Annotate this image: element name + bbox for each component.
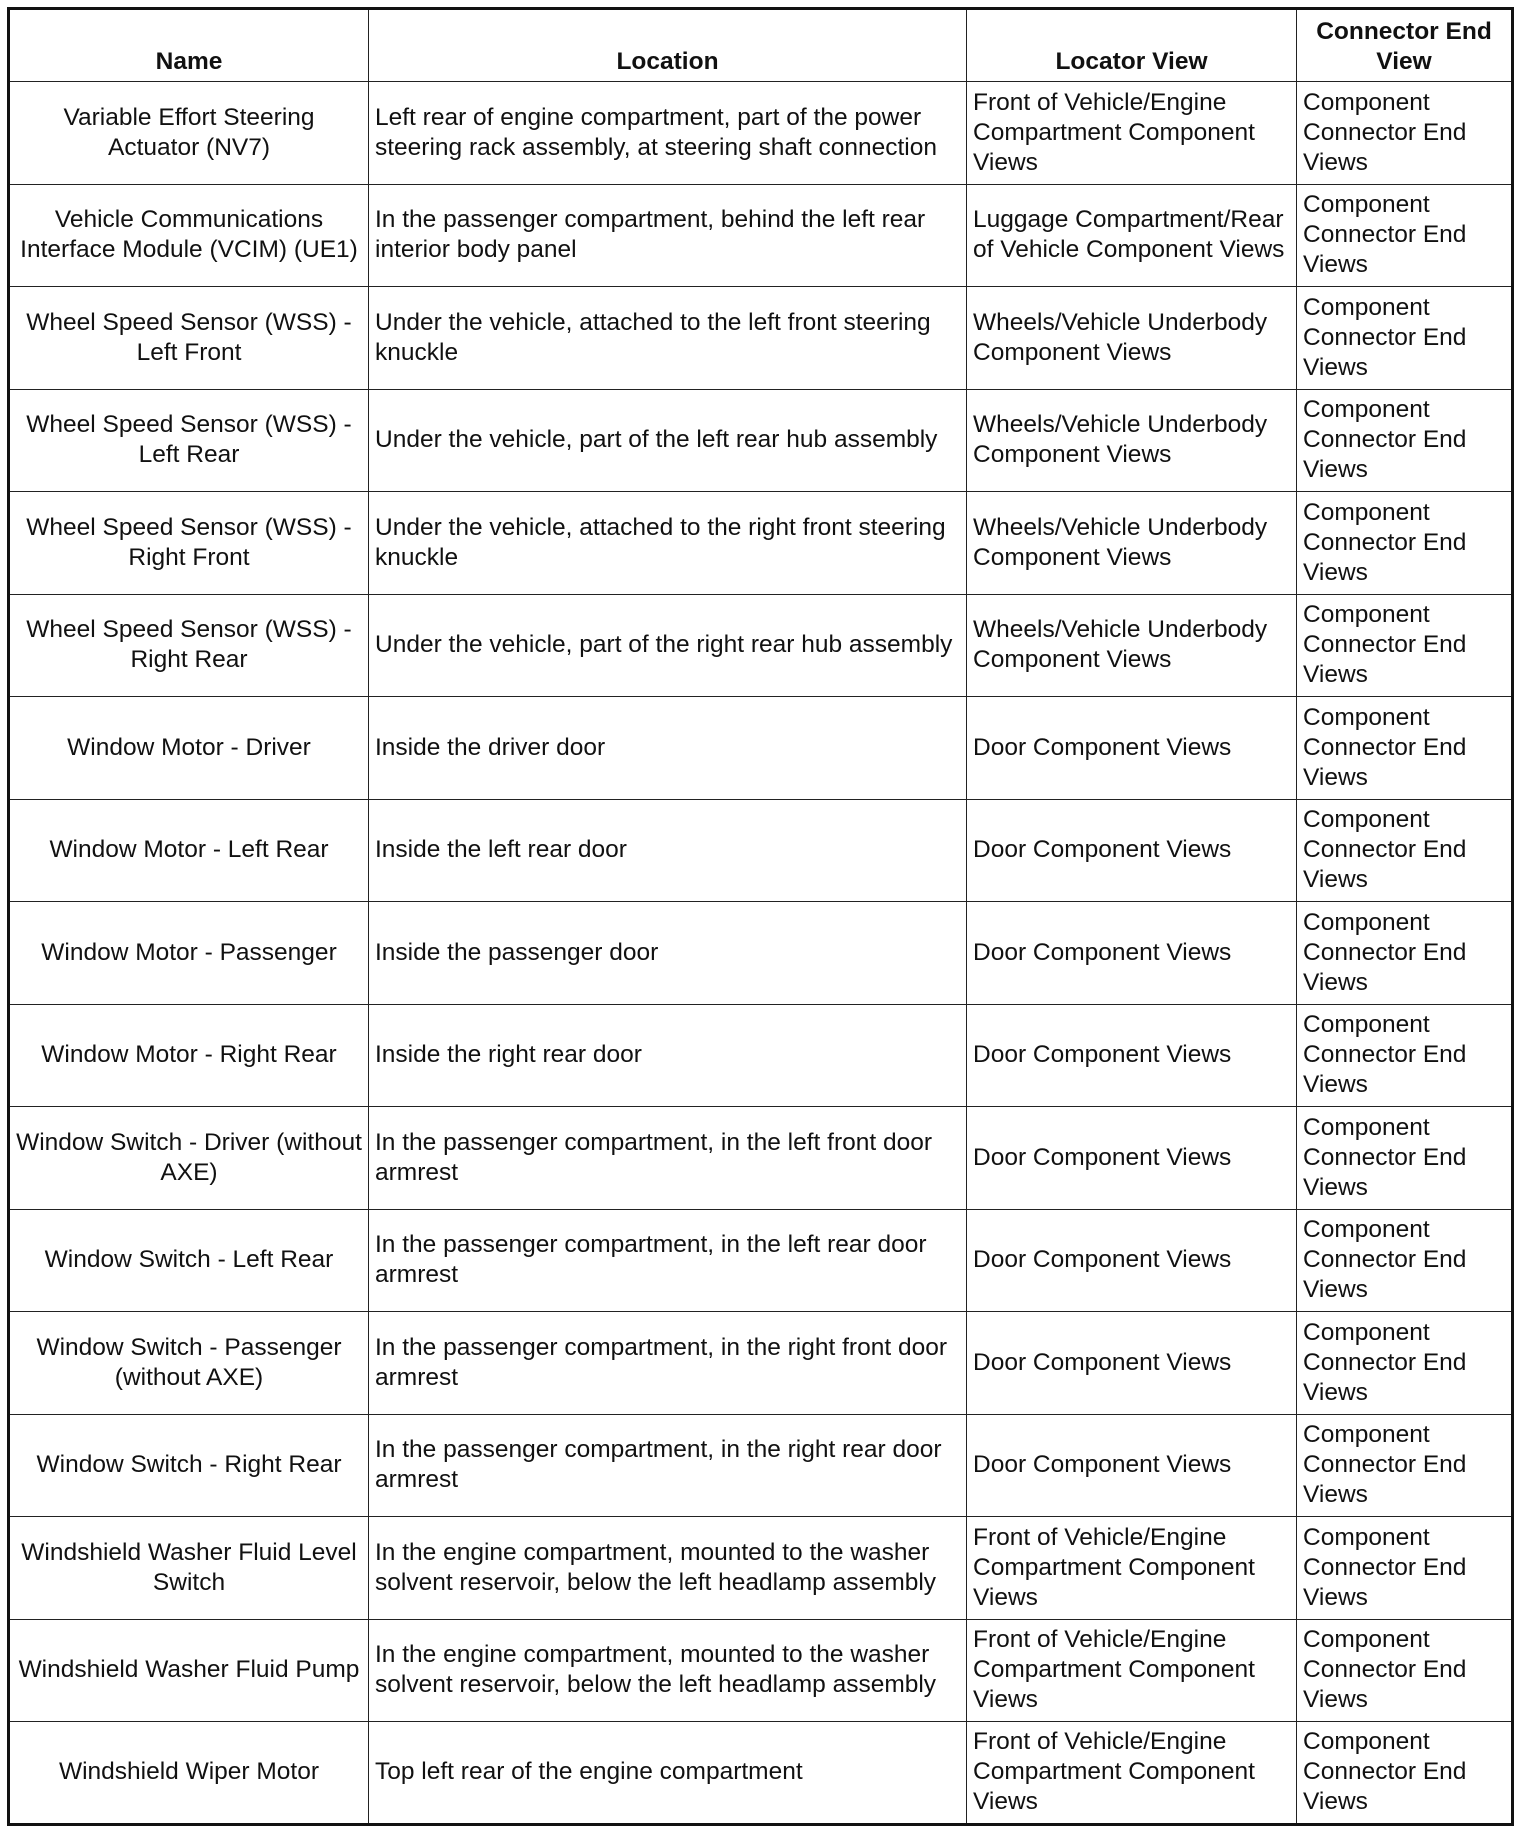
cell-connector-end-view: Component Connector End Views [1297,389,1513,492]
table-row [9,1312,1513,1415]
cell-connector-end-view: Component Connector End Views [1297,287,1513,390]
cell-locator-view: Door Component Views [967,1209,1297,1312]
header-locator-view: Locator View [967,9,1297,82]
header-row [9,9,1513,82]
cell-name: Window Switch - Right Rear [9,1414,369,1517]
cell-location: Under the vehicle, attached to the right front steering knuckle [369,492,967,595]
cell-name: Window Switch - Left Rear [9,1209,369,1312]
cell-locator-view: Front of Vehicle/Engine Compartment Component Views [967,1517,1297,1620]
cell-location: In the passenger compartment, behind the left rear interior body panel [369,184,967,287]
cell-location: Inside the left rear door [369,799,967,902]
cell-location: Under the vehicle, part of the left rear hub assembly [369,389,967,492]
cell-name: Window Motor - Passenger [9,902,369,1005]
cell-name: Windshield Washer Fluid Level Switch [9,1517,369,1620]
cell-locator-view: Door Component Views [967,1107,1297,1210]
cell-location: Inside the driver door [369,697,967,800]
cell-connector-end-view: Component Connector End Views [1297,1414,1513,1517]
cell-locator-view: Door Component Views [967,697,1297,800]
cell-locator-view: Front of Vehicle/Engine Compartment Component Views [967,1722,1297,1825]
cell-location: Under the vehicle, part of the right rear hub assembly [369,594,967,697]
table-row [9,184,1513,287]
cell-locator-view: Wheels/Vehicle Underbody Component Views [967,389,1297,492]
cell-connector-end-view: Component Connector End Views [1297,594,1513,697]
cell-connector-end-view: Component Connector End Views [1297,1312,1513,1415]
cell-location: In the passenger compartment, in the left rear door armrest [369,1209,967,1312]
cell-locator-view: Wheels/Vehicle Underbody Component Views [967,492,1297,595]
cell-connector-end-view: Component Connector End Views [1297,82,1513,185]
cell-name: Window Switch - Driver (without AXE) [9,1107,369,1210]
table-row [9,1209,1513,1312]
header-location: Location [369,9,967,82]
cell-connector-end-view: Component Connector End Views [1297,184,1513,287]
header-connector-end-view: Connector End View [1297,9,1513,82]
cell-name: Windshield Wiper Motor [9,1722,369,1825]
cell-location: In the engine compartment, mounted to the washer solvent reservoir, below the left headlamp assembly [369,1619,967,1722]
cell-name: Window Switch - Passenger (without AXE) [9,1312,369,1415]
cell-name: Window Motor - Left Rear [9,799,369,902]
cell-location: In the engine compartment, mounted to the washer solvent reservoir, below the left headlamp assembly [369,1517,967,1620]
cell-connector-end-view: Component Connector End Views [1297,902,1513,1005]
cell-locator-view: Door Component Views [967,902,1297,1005]
header-name: Name [9,9,369,82]
cell-location: Inside the right rear door [369,1004,967,1107]
cell-connector-end-view: Component Connector End Views [1297,1619,1513,1722]
cell-locator-view: Front of Vehicle/Engine Compartment Component Views [967,82,1297,185]
table-row [9,1107,1513,1210]
cell-connector-end-view: Component Connector End Views [1297,1107,1513,1210]
component-locator-sheet [7,7,1511,1820]
table-row [9,697,1513,800]
table-row [9,82,1513,185]
cell-location: In the passenger compartment, in the right front door armrest [369,1312,967,1415]
cell-locator-view: Door Component Views [967,1004,1297,1107]
cell-location: Left rear of engine compartment, part of the power steering rack assembly, at steering shaft connection [369,82,967,185]
cell-connector-end-view: Component Connector End Views [1297,1004,1513,1107]
cell-locator-view: Luggage Compartment/Rear of Vehicle Component Views [967,184,1297,287]
cell-name: Variable Effort Steering Actuator (NV7) [9,82,369,185]
cell-name: Wheel Speed Sensor (WSS) - Right Front [9,492,369,595]
cell-connector-end-view: Component Connector End Views [1297,1517,1513,1620]
cell-name: Window Motor - Driver [9,697,369,800]
cell-name: Wheel Speed Sensor (WSS) - Left Rear [9,389,369,492]
cell-locator-view: Front of Vehicle/Engine Compartment Component Views [967,1619,1297,1722]
cell-connector-end-view: Component Connector End Views [1297,1722,1513,1825]
table-row [9,287,1513,390]
cell-name: Vehicle Communications Interface Module (VCIM) (UE1) [9,184,369,287]
cell-location: Inside the passenger door [369,902,967,1005]
cell-locator-view: Wheels/Vehicle Underbody Component Views [967,594,1297,697]
table-row [9,1619,1513,1722]
table-row [9,492,1513,595]
table-body [9,82,1513,1825]
cell-location: Top left rear of the engine compartment [369,1722,967,1825]
table-row [9,1517,1513,1620]
table-row [9,389,1513,492]
table-row [9,902,1513,1005]
cell-name: Wheel Speed Sensor (WSS) - Left Front [9,287,369,390]
cell-name: Windshield Washer Fluid Pump [9,1619,369,1722]
cell-connector-end-view: Component Connector End Views [1297,799,1513,902]
component-locator-table [7,7,1514,1826]
cell-connector-end-view: Component Connector End Views [1297,697,1513,800]
table-row [9,1004,1513,1107]
cell-name: Wheel Speed Sensor (WSS) - Right Rear [9,594,369,697]
table-row [9,1722,1513,1825]
cell-locator-view: Wheels/Vehicle Underbody Component Views [967,287,1297,390]
cell-location: Under the vehicle, attached to the left front steering knuckle [369,287,967,390]
cell-connector-end-view: Component Connector End Views [1297,492,1513,595]
cell-locator-view: Door Component Views [967,799,1297,902]
table-row [9,1414,1513,1517]
cell-connector-end-view: Component Connector End Views [1297,1209,1513,1312]
cell-location: In the passenger compartment, in the left front door armrest [369,1107,967,1210]
cell-locator-view: Door Component Views [967,1414,1297,1517]
table-row [9,799,1513,902]
table-row [9,594,1513,697]
cell-name: Window Motor - Right Rear [9,1004,369,1107]
cell-location: In the passenger compartment, in the right rear door armrest [369,1414,967,1517]
cell-locator-view: Door Component Views [967,1312,1297,1415]
